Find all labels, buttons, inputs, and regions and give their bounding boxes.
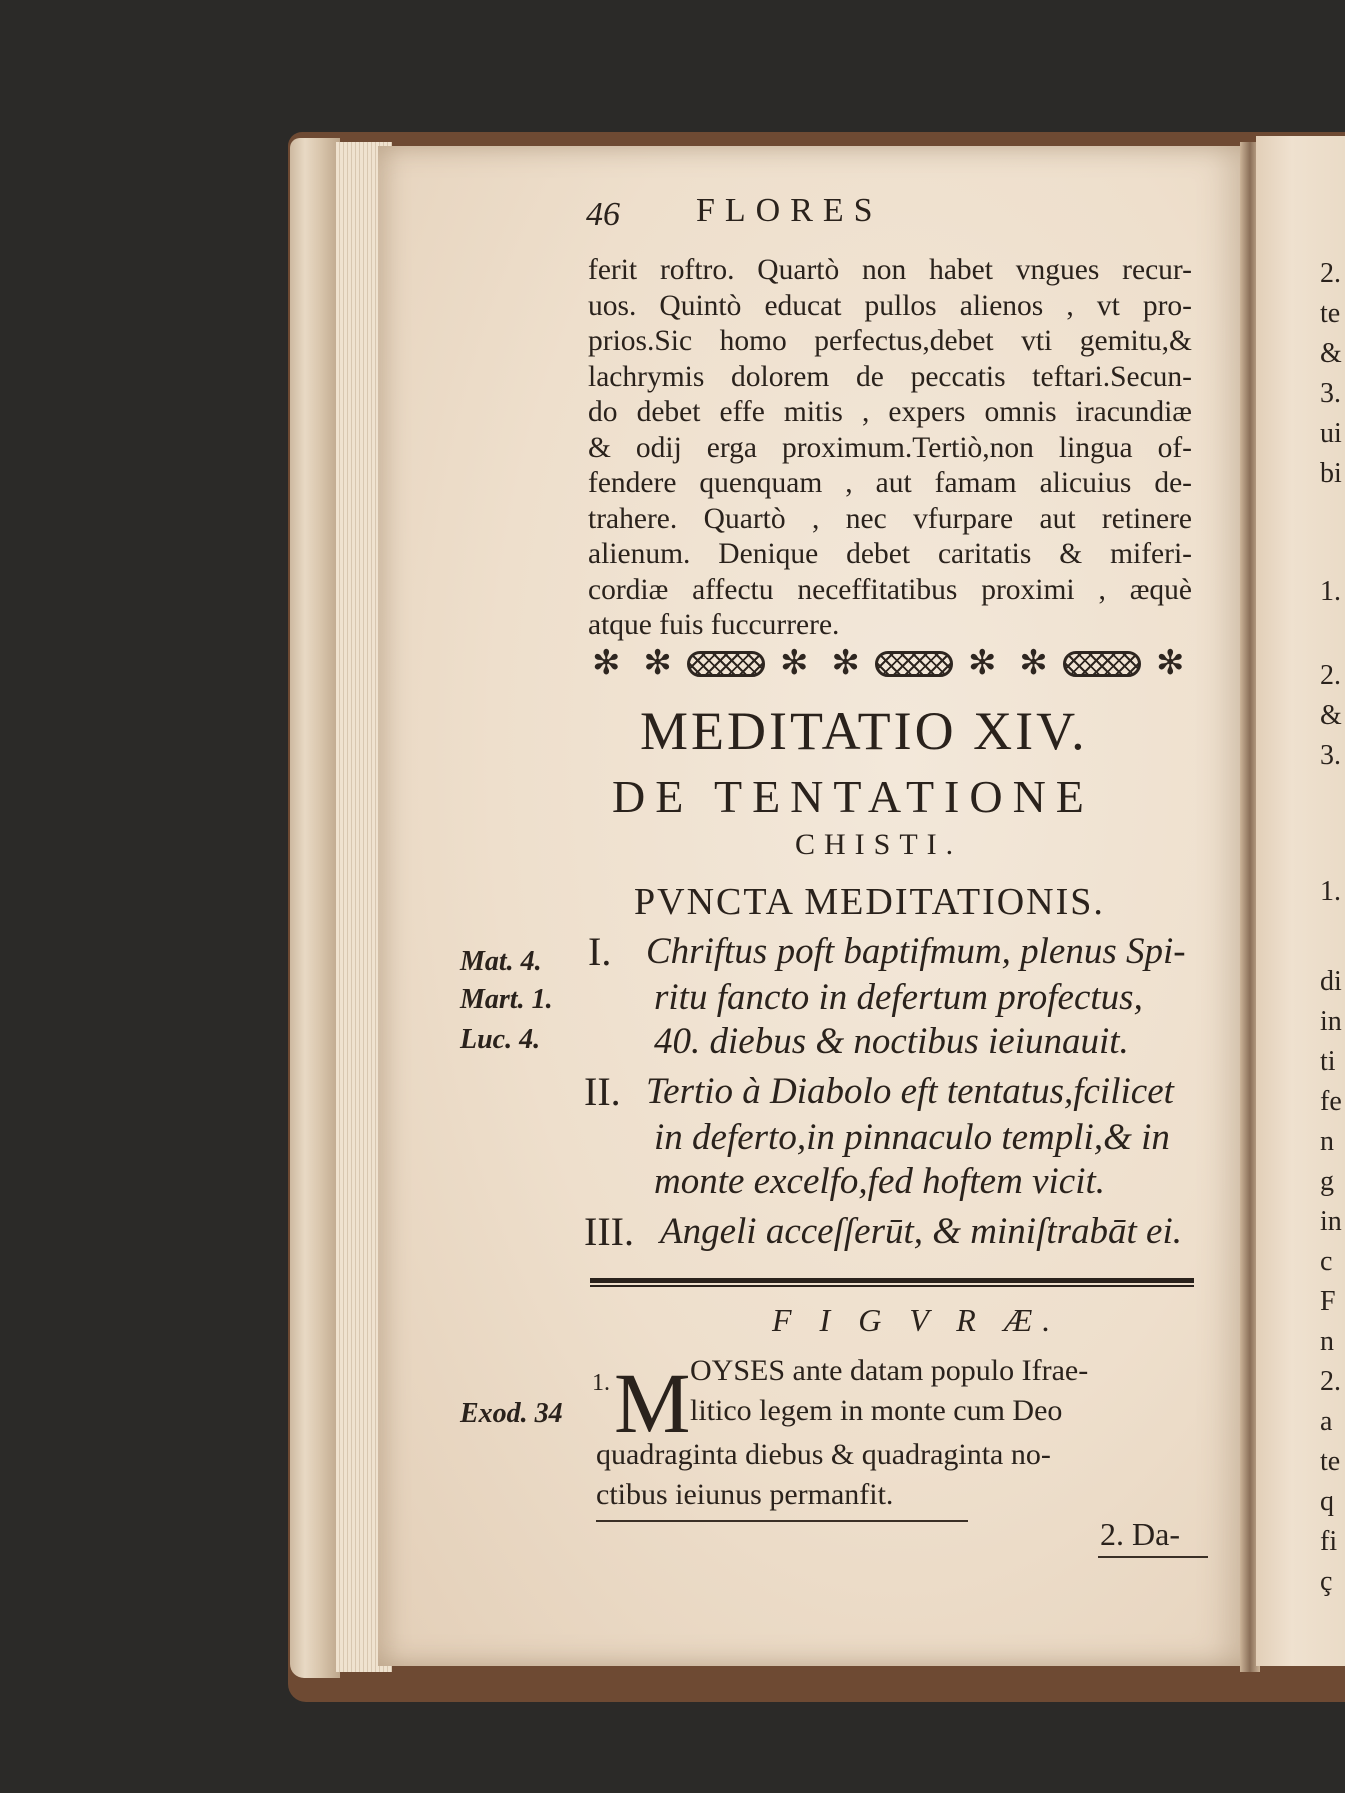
body-text-line: lachrymis dolorem de peccatis teftari.Secun- (588, 360, 1192, 393)
spine-edge (290, 138, 340, 1678)
margin-reference: Exod. 34 (460, 1398, 563, 1429)
flower-ornament-icon (823, 649, 867, 679)
figurae-line: ctibus ieiunus permanfit. (596, 1478, 894, 1511)
drop-cap: M (614, 1355, 691, 1451)
next-page-text-fragment: q (1320, 1486, 1334, 1517)
margin-reference: Luc. 4. (460, 1024, 541, 1055)
next-page-text-fragment: ti (1320, 1046, 1336, 1077)
knot-ornament-icon (1063, 651, 1141, 677)
next-page-text-fragment: a (1320, 1406, 1333, 1437)
next-page-text-fragment: 3. (1320, 740, 1341, 771)
body-text-line: trahere. Quartò , nec vfurpare aut retinere (588, 502, 1192, 535)
margin-reference: Mart. 1. (460, 984, 553, 1015)
next-page-text-fragment: g (1320, 1166, 1334, 1197)
catchword: 2. Da- (1100, 1516, 1180, 1552)
meditation-subtitle-2: CHISTI. (795, 828, 963, 861)
puncta-heading: PVNCTA MEDITATIONIS. (634, 881, 1105, 923)
point-text-line: ritu fancto in defertum profectus, (654, 977, 1143, 1018)
flower-ornament-icon (635, 649, 679, 679)
flower-ornament-icon (960, 649, 1004, 679)
next-page-text-fragment: 2. (1320, 660, 1341, 691)
figurae-heading: F I G V R Æ. (772, 1302, 1061, 1338)
next-page-text-fragment: in (1320, 1006, 1342, 1037)
figurae-line: quadraginta diebus & quadraginta no- (596, 1438, 1051, 1471)
flower-ornament-icon (584, 649, 628, 679)
body-text-line: & odij erga proximum.Tertiò,non lingua of- (588, 431, 1192, 464)
flower-ornament-icon (772, 649, 816, 679)
point-text-line: 40. diebus & noctibus ieiunauit. (654, 1021, 1129, 1062)
point-number: II. (584, 1069, 621, 1114)
next-page-text-fragment: fi (1320, 1526, 1338, 1557)
figurae-line: OYSES ante datam populo Ifrae- (690, 1354, 1089, 1387)
knot-ornament-icon (687, 651, 765, 677)
next-page-text-fragment: 2. (1320, 258, 1341, 289)
point-text-line: in deferto,in pinnaculo templi,& in (654, 1117, 1170, 1158)
next-page-text-fragment: 1. (1320, 876, 1341, 907)
section-rule-thin (590, 1285, 1194, 1287)
meditation-subtitle: DE TENTATIONE (612, 771, 1094, 822)
decorative-ornament-band (584, 644, 1192, 684)
body-text-line: uos. Quintò educat pullos alienos , vt pro- (588, 289, 1192, 322)
knot-ornament-icon (875, 651, 953, 677)
next-page-text-fragment: ui (1320, 418, 1342, 449)
next-page-text-fragment: c (1320, 1246, 1333, 1277)
underline-stroke (1098, 1556, 1208, 1558)
section-rule (590, 1278, 1194, 1283)
point-text-line: Chriftus poft baptifmum, plenus Spi- (646, 931, 1186, 972)
underline-stroke (596, 1520, 968, 1522)
body-text-line: ferit roftro. Quartò non habet vngues recur- (588, 254, 1192, 286)
page-number: 46 (586, 196, 620, 233)
next-page-text-fragment: in (1320, 1206, 1342, 1237)
meditation-title: MEDITATIO XIV. (640, 701, 1088, 761)
right-page-fragment (1256, 136, 1345, 1666)
next-page-text-fragment: bi (1320, 458, 1342, 489)
margin-reference: Mat. 4. (460, 946, 542, 977)
point-text-line: Angeli acceſſerūt, & miniſtrabāt ei. (660, 1211, 1183, 1252)
point-text-line: monte excelfo,fed hoftem vicit. (654, 1161, 1106, 1202)
next-page-text-fragment: ç (1320, 1566, 1333, 1597)
next-page-text-fragment: n (1320, 1126, 1334, 1157)
next-page-text-fragment: fe (1320, 1086, 1342, 1117)
next-page-text-fragment: & (1320, 700, 1342, 731)
point-number: I. (588, 929, 612, 974)
flower-ornament-icon (1148, 649, 1192, 679)
figurae-item-number: 1. (592, 1370, 610, 1396)
running-title: FLORES (696, 192, 883, 229)
flower-ornament-icon (1011, 649, 1055, 679)
body-text-line: do debet effe mitis , expers omnis iracundiæ (588, 396, 1192, 428)
next-page-text-fragment: n (1320, 1326, 1334, 1357)
next-page-text-fragment: 3. (1320, 378, 1341, 409)
body-text-line: prios.Sic homo perfectus,debet vti gemitu,& (588, 325, 1192, 357)
next-page-text-fragment: 2. (1320, 1366, 1341, 1397)
body-text-line: atque fuis fuccurrere. (588, 609, 840, 641)
figurae-line: litico legem in monte cum Deo (690, 1394, 1063, 1427)
body-text-line: fendere quenquam , aut famam alicuius de- (588, 467, 1192, 499)
next-page-text-fragment: di (1320, 966, 1342, 997)
next-page-text-fragment: te (1320, 298, 1341, 329)
point-number: III. (584, 1209, 634, 1254)
point-text-line: Tertio à Diabolo eft tentatus,fcilicet (646, 1071, 1174, 1112)
next-page-text-fragment: F (1320, 1286, 1336, 1317)
body-text-line: alienum. Denique debet caritatis & miferi- (588, 538, 1192, 570)
next-page-text-fragment: & (1320, 338, 1342, 369)
next-page-text-fragment: te (1320, 1446, 1341, 1477)
next-page-text-fragment: 1. (1320, 576, 1341, 607)
body-text-line: cordiæ affectu neceffitatibus proximi , æquè (588, 573, 1192, 606)
